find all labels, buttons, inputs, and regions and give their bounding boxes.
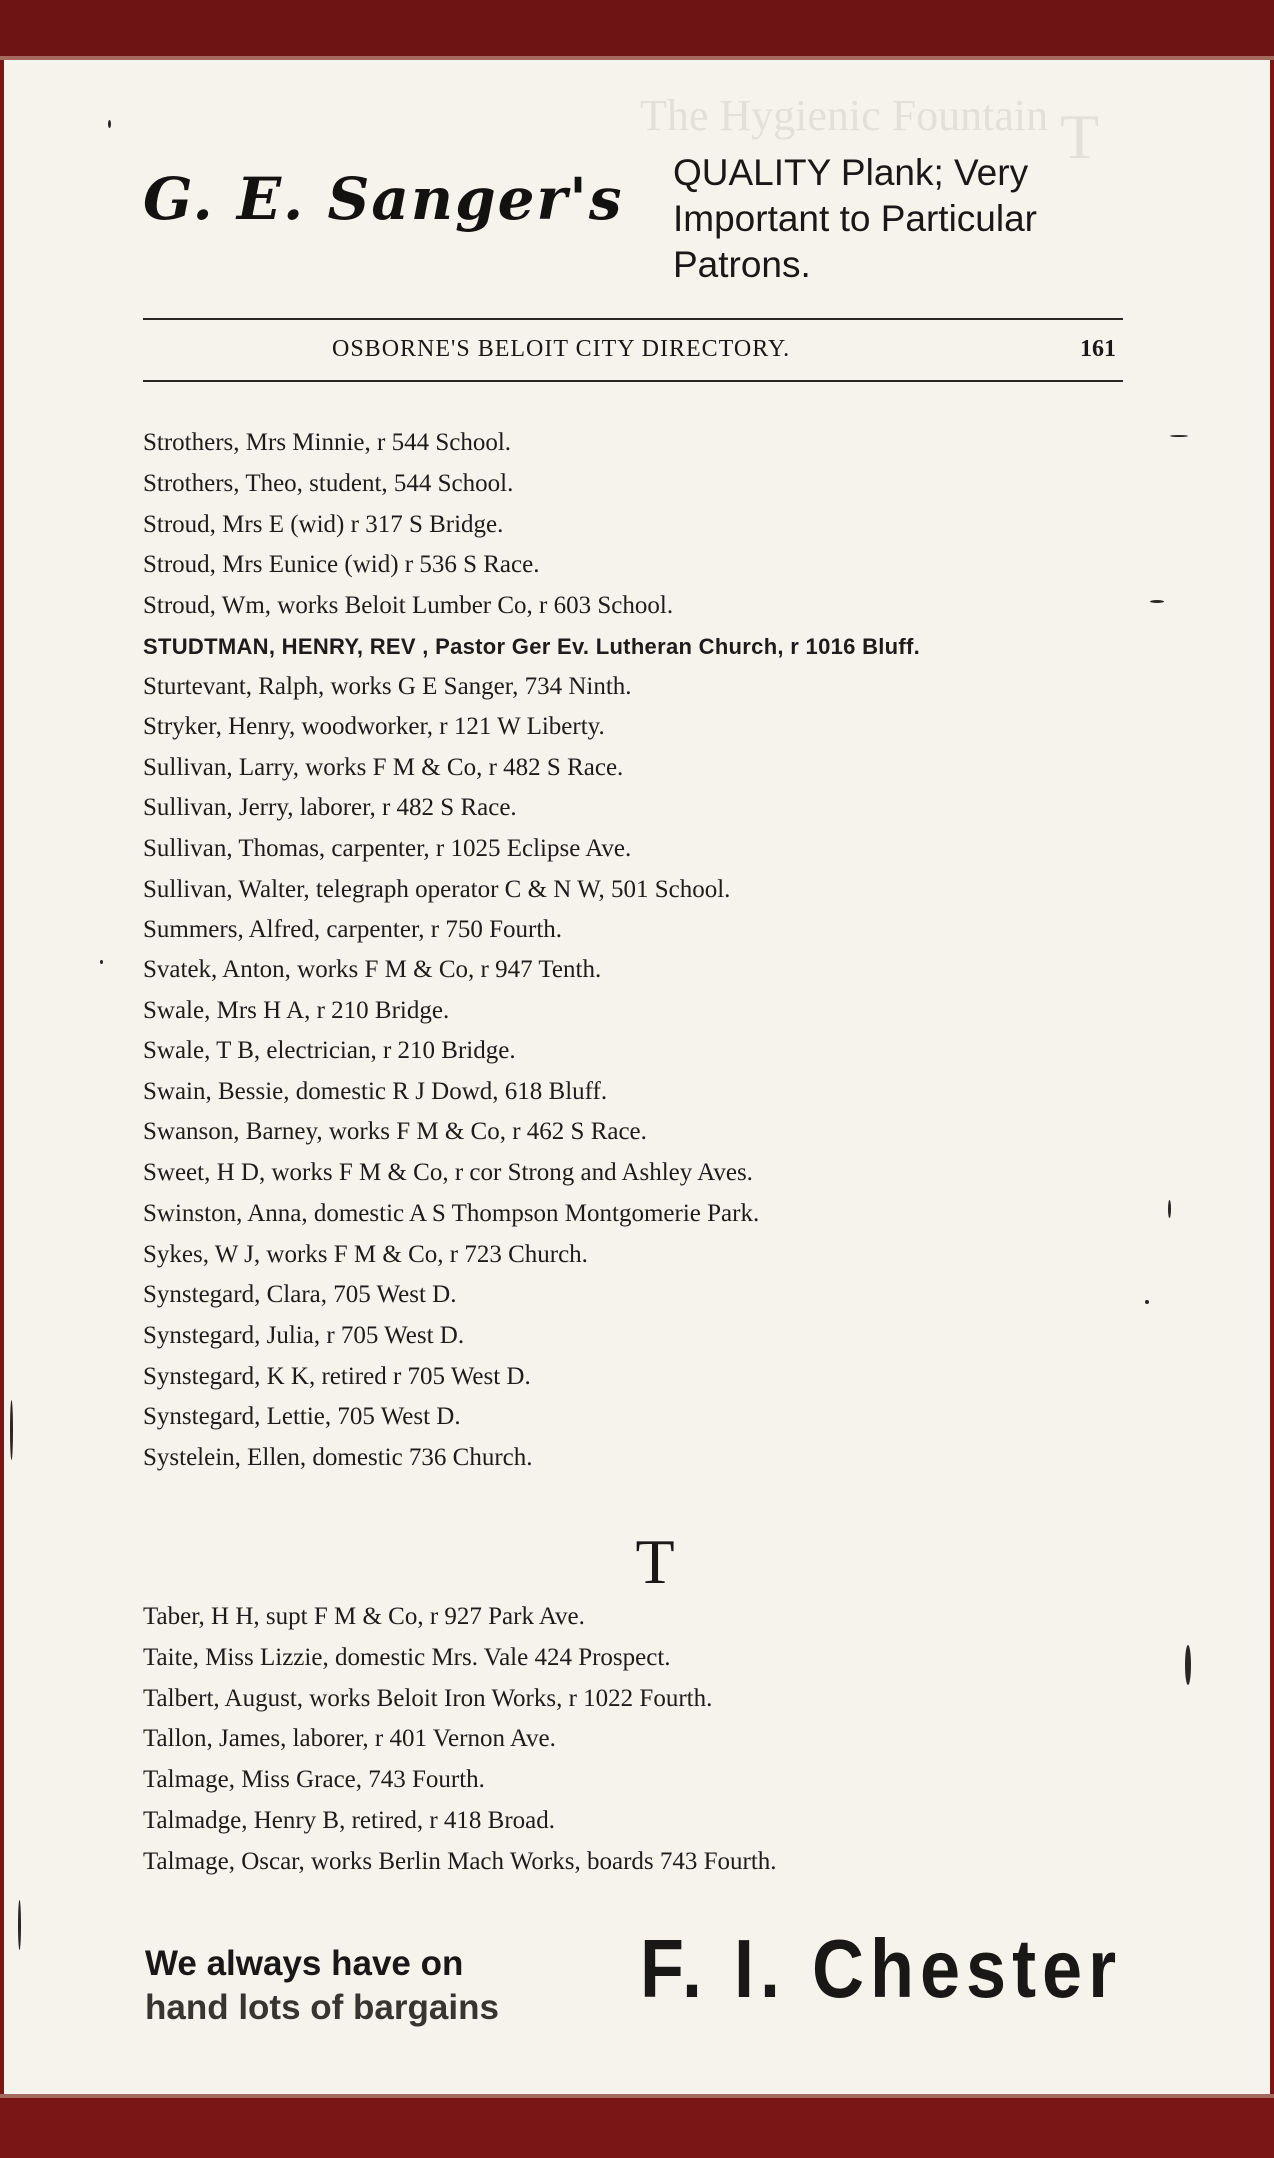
footer-advert-line: hand lots of bargains	[145, 1988, 499, 2027]
directory-entry: Sykes, W J, works F M & Co, r 723 Church.	[143, 1241, 588, 1268]
directory-entry: Swanson, Barney, works F M & Co, r 462 S Race.	[143, 1118, 647, 1145]
directory-entry: Sullivan, Walter, telegraph operator C & N W, 501 School.	[143, 876, 731, 903]
show-through-text: T	[1060, 101, 1100, 172]
directory-entry: Talmage, Miss Grace, 743 Fourth.	[143, 1766, 485, 1793]
directory-entry: Sullivan, Larry, works F M & Co, r 482 S Race.	[143, 754, 624, 781]
directory-entry: Talmage, Oscar, works Berlin Mach Works, boards 743 Fourth.	[143, 1848, 777, 1875]
top-border-band	[0, 0, 1274, 56]
directory-entry: Swain, Bessie, domestic R J Dowd, 618 Bluff.	[143, 1078, 608, 1105]
footer-advert-left	[145, 1942, 605, 2030]
directory-entry: Sweet, H D, works F M & Co, r cor Strong and Ashley Aves.	[143, 1159, 753, 1186]
directory-entry: Synstegard, Clara, 705 West D.	[143, 1281, 457, 1308]
right-border	[1270, 60, 1274, 2094]
directory-entry: Sturtevant, Ralph, works G E Sanger, 734 Ninth.	[143, 673, 632, 700]
directory-entry: Synstegard, Lettie, 705 West D.	[143, 1403, 461, 1430]
directory-entry: Stryker, Henry, woodworker, r 121 W Liberty.	[143, 713, 605, 740]
directory-entry: Stroud, Wm, works Beloit Lumber Co, r 603 School.	[143, 592, 674, 619]
tagline-line: Important to Particular	[673, 198, 1037, 239]
directory-entry: Sullivan, Thomas, carpenter, r 1025 Eclipse Ave.	[143, 835, 632, 862]
directory-entry: Summers, Alfred, carpenter, r 750 Fourth.	[143, 916, 563, 943]
header-rule-bottom	[143, 380, 1123, 382]
directory-entry: Swale, Mrs H A, r 210 Bridge.	[143, 997, 450, 1024]
header-rule-top	[143, 318, 1123, 320]
running-title: OSBORNE'S BELOIT CITY DIRECTORY.	[332, 336, 791, 362]
footer-advert-line: We always have on	[145, 1944, 464, 1983]
directory-entry: Swale, T B, electrician, r 210 Bridge.	[143, 1037, 516, 1064]
directory-entry: Tallon, James, laborer, r 401 Vernon Ave.	[143, 1725, 556, 1752]
show-through-text: The Hygienic Fountain	[640, 91, 1049, 140]
directory-entry: Synstegard, Julia, r 705 West D.	[143, 1322, 465, 1349]
directory-entry: Stroud, Mrs Eunice (wid) r 536 S Race.	[143, 551, 540, 578]
directory-entry: Synstegard, K K, retired r 705 West D.	[143, 1363, 531, 1390]
directory-entry: Sullivan, Jerry, laborer, r 482 S Race.	[143, 794, 517, 821]
section-letter-heading: T	[635, 1526, 675, 1597]
tagline-line: QUALITY Plank; Very	[673, 152, 1029, 193]
directory-entry: Taber, H H, supt F M & Co, r 927 Park Ave.	[143, 1603, 585, 1630]
directory-entry: Talbert, August, works Beloit Iron Works, r 1022 Fourth.	[143, 1685, 713, 1712]
page-number: 161	[1080, 336, 1116, 362]
directory-entry: STUDTMAN, HENRY, REV , Pastor Ger Ev. Lutheran Church, r 1016 Bluff.	[143, 634, 921, 659]
directory-entry: Stroud, Mrs E (wid) r 317 S Bridge.	[143, 511, 504, 538]
directory-entry: Taite, Miss Lizzie, domestic Mrs. Vale 424 Prospect.	[143, 1644, 671, 1671]
directory-entry: Systelein, Ellen, domestic 736 Church.	[143, 1444, 533, 1471]
directory-entry: Strothers, Theo, student, 544 School.	[143, 470, 514, 497]
directory-entry: Talmadge, Henry B, retired, r 418 Broad.	[143, 1807, 556, 1834]
directory-entry: Svatek, Anton, works F M & Co, r 947 Tenth.	[143, 956, 602, 983]
directory-entry: Swinston, Anna, domestic A S Thompson Montgomerie Park.	[143, 1200, 760, 1227]
bottom-border-band	[0, 2098, 1274, 2158]
advertiser-logo: G. E. Sanger's	[143, 165, 624, 233]
footer-advert-right: F. I. Chester	[640, 1923, 1123, 2016]
advert-tagline	[673, 150, 1083, 288]
directory-entry: Strothers, Mrs Minnie, r 544 School.	[143, 429, 512, 456]
tagline-line: Patrons.	[673, 244, 811, 285]
